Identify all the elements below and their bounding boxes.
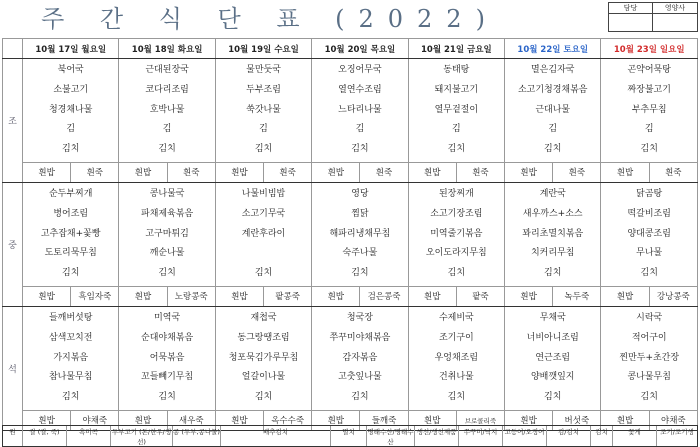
porridge-cell: 들깨죽 <box>360 410 408 430</box>
dish-item: 미역국 <box>154 312 181 323</box>
day-date: 10월 22일 <box>517 44 561 55</box>
dish-item: 꽈리초멸치볶음 <box>522 228 584 239</box>
origin-cell: 쌀 (쌀, 죽) <box>23 426 67 446</box>
dish-item: 떡갈비조림 <box>627 208 671 219</box>
dish-item: 김 <box>548 124 558 135</box>
day-name: 일요일 <box>659 44 685 55</box>
dish-item: 시락국 <box>636 312 663 323</box>
dish-item: 김치 <box>254 268 273 279</box>
dish-item: 김 <box>355 124 365 135</box>
day-dish-cell <box>408 59 504 163</box>
dish-item: 코다리조림 <box>145 84 189 95</box>
dish-item: 돼지불고기 <box>434 84 479 95</box>
meal-sides-row <box>3 286 698 306</box>
dish-item: 도토리묵무침 <box>44 248 97 259</box>
dish-item: 부추무침 <box>631 104 667 115</box>
dish-item: 김 <box>644 124 654 135</box>
dish-item: 연근조림 <box>535 352 571 363</box>
dish-item: 청국장 <box>346 312 373 323</box>
rice-cell: 흰밥 <box>601 162 649 182</box>
dish-item: 가지볶음 <box>53 352 89 363</box>
dish-item: 찐만두+초간장 <box>619 352 680 363</box>
day-name: 토요일 <box>563 44 589 55</box>
porridge-cell: 브로콜리죽 <box>456 410 504 430</box>
dish-item: 북어국 <box>57 65 84 75</box>
dish-item: 너비아니조림 <box>526 332 579 343</box>
dish-item: 재첩국 <box>250 312 277 323</box>
dish-item: 김치 <box>62 268 80 279</box>
dish-item: 김치 <box>351 144 369 155</box>
day-header-wed <box>215 39 311 59</box>
day-dish-cell <box>601 59 698 163</box>
dish-item: 근대된장국 <box>145 65 189 75</box>
dish-item: 김치 <box>640 268 658 279</box>
porridge-cell: 흰죽 <box>649 162 697 182</box>
rice-cell: 흰밥 <box>119 286 167 306</box>
dish-item: 김치 <box>158 268 176 279</box>
meal-label: 석 <box>3 306 23 430</box>
day-dish-cell <box>312 306 408 410</box>
dish-item: 소고기장조림 <box>430 208 483 219</box>
porridge-cell: 흰죽 <box>264 162 312 182</box>
dish-item: 나물비빔밥 <box>241 188 286 199</box>
day-dish-cell <box>23 59 119 163</box>
dish-item: 고추잡채+꽃빵 <box>40 228 101 239</box>
day-header-row <box>3 39 698 59</box>
rice-cell: 흰밥 <box>505 162 553 182</box>
rice-cell: 흰밥 <box>312 286 360 306</box>
day-dish-cell <box>408 306 504 410</box>
rice-cell: 흰밥 <box>23 286 71 306</box>
origin-cell: 고등어/오징어 <box>503 426 547 446</box>
dish-item: 계란국 <box>539 188 566 199</box>
porridge-cell: 검은콩죽 <box>360 286 408 306</box>
dish-item: 우엉채조림 <box>434 352 479 363</box>
day-date: 10월 21일 <box>421 44 465 55</box>
approval-sign-dietitian <box>653 14 697 31</box>
dish-item: 김치 <box>254 392 273 403</box>
approval-box <box>608 2 698 32</box>
rice-cell: 흰밥 <box>119 410 167 430</box>
dish-item: 닭곰탕 <box>636 188 663 199</box>
dish-item: 소고기청경채볶음 <box>517 84 588 95</box>
origin-cell: 생선/생선제품 <box>415 426 459 446</box>
dish-item: 김치 <box>544 144 562 155</box>
porridge-cell: 흰죽 <box>456 162 504 182</box>
origin-cell: 명태수산/명태수산 <box>367 428 414 446</box>
origin-cell: 조기/조기생 <box>660 428 694 436</box>
dish-item: 된장찌개 <box>438 188 474 199</box>
footer-label: 원 <box>3 426 23 446</box>
dish-item: 얼갈이나물 <box>241 372 286 383</box>
origin-cell: 쭈꾸미/낙지 <box>459 426 503 446</box>
dish-item: 조기구이 <box>438 332 474 343</box>
dish-item: 소불고기 <box>53 84 89 95</box>
dish-item: 무나물 <box>636 248 663 259</box>
rice-cell: 흰밥 <box>119 162 167 182</box>
dish-item: 계란후라이 <box>241 228 286 239</box>
approval-label-manager: 담당 <box>609 3 653 14</box>
dish-item: 김치 <box>544 392 562 403</box>
day-dish-cell <box>312 182 408 286</box>
porridge-cell: 녹두죽 <box>553 286 601 306</box>
approval-sign-manager <box>609 14 653 31</box>
dish-item: 청포묵김가루무침 <box>228 352 299 363</box>
day-name: 월요일 <box>81 44 107 55</box>
origin-cell: 김/김치 <box>547 426 591 446</box>
day-name: 수요일 <box>274 44 299 55</box>
origin-cell: 흑미곡 <box>67 426 111 446</box>
dish-item: 김치 <box>158 144 176 155</box>
porridge-cell: 옥수수죽 <box>264 410 312 430</box>
dish-item: 동그랑땡조림 <box>237 332 290 343</box>
day-dish-cell <box>215 306 311 410</box>
rice-cell: 흰밥 <box>312 410 360 430</box>
dish-item: 오이도라지무침 <box>425 248 487 259</box>
dish-item: 참나물무침 <box>48 372 93 383</box>
day-name: 목요일 <box>370 44 396 55</box>
dish-item: 병어조림 <box>53 208 89 219</box>
dish-item: 쑥갓나물 <box>246 104 281 115</box>
porridge-cell: 흰죽 <box>360 162 408 182</box>
day-date: 10월 19일 <box>228 44 272 55</box>
dish-item: 꼬들빼기무침 <box>141 372 194 383</box>
dish-item: 삼색꼬치전 <box>48 332 93 343</box>
menu-body <box>3 59 698 431</box>
dish-item: 김치 <box>158 392 176 403</box>
rice-cell: 흰밥 <box>601 410 649 430</box>
day-dish-cell <box>119 306 215 410</box>
dish-item: 고구마튀김 <box>145 228 189 239</box>
meal-dishes-row <box>3 306 698 410</box>
dish-item: 고춧잎나물 <box>338 372 382 383</box>
dish-item: 짜장불고기 <box>627 84 671 95</box>
day-header-fri <box>408 39 504 59</box>
day-dish-cell <box>601 306 698 410</box>
dish-item: 미역줄기볶음 <box>430 228 483 239</box>
dish-item: 김치 <box>447 268 466 279</box>
porridge-cell: 야채죽 <box>71 410 119 430</box>
dish-item: 깨순나물 <box>149 248 185 259</box>
day-dish-cell <box>505 59 601 163</box>
dish-item: 멸은김자국 <box>530 65 575 75</box>
day-header-sun <box>601 39 698 59</box>
day-dish-cell <box>312 59 408 163</box>
day-dish-cell <box>408 182 504 286</box>
origin-cell: 꽃게 <box>613 426 657 446</box>
day-dish-cell <box>23 306 119 410</box>
dish-item: 김치 <box>351 268 369 279</box>
origin-cell: 콩 (두부,콩나물) <box>173 426 221 446</box>
rice-cell: 흰밥 <box>23 162 71 182</box>
dish-item: 순두부찌개 <box>48 188 93 199</box>
dish-item: 김치 <box>447 144 466 155</box>
day-date: 10월 20일 <box>324 44 368 55</box>
dish-item: 김치 <box>351 392 369 403</box>
porridge-cell: 노랑콩죽 <box>167 286 215 306</box>
origin-cell: 배추김치 <box>221 426 331 446</box>
dish-item: 열무겉절이 <box>434 104 479 115</box>
dish-item: 감자볶음 <box>342 352 378 363</box>
rice-cell: 흰밥 <box>215 286 263 306</box>
dish-item: 어묵볶음 <box>149 352 185 363</box>
day-name: 화요일 <box>177 44 203 55</box>
day-dish-cell <box>601 182 698 286</box>
dish-item: 김치 <box>254 144 273 155</box>
rice-cell: 흰밥 <box>408 410 456 430</box>
dish-item: 콩나물무침 <box>627 372 671 383</box>
dish-item: 찜닭 <box>351 208 369 219</box>
day-dish-cell <box>215 182 311 286</box>
dish-item: 파채제육볶음 <box>141 208 194 219</box>
day-date: 10월 18일 <box>131 44 175 55</box>
approval-label-dietitian: 영양사 <box>653 3 697 14</box>
dish-item: 곤약어묵탕 <box>627 65 671 75</box>
dish-item: 양배깻잎지 <box>530 372 575 383</box>
meal-dishes-row <box>3 182 698 286</box>
porridge-cell: 새우죽 <box>167 410 215 430</box>
origin-cell: 멸치 <box>331 426 367 446</box>
weekly-menu-table <box>2 38 698 431</box>
day-dish-cell <box>215 59 311 163</box>
dish-item: 영당 <box>351 188 369 199</box>
dish-item: 순대야채볶음 <box>141 332 194 343</box>
dish-item <box>216 244 311 264</box>
rice-cell: 흰밥 <box>312 162 360 182</box>
dish-item: 김치 <box>640 144 658 155</box>
dish-item: 콩나물국 <box>149 188 185 199</box>
origin-cell: 김치 <box>591 426 613 446</box>
dish-item: 김치 <box>640 392 658 403</box>
day-header-sat <box>505 39 601 59</box>
porridge-cell: 강낭콩죽 <box>649 286 697 306</box>
rice-cell: 흰밥 <box>505 410 553 430</box>
dish-item: 김치 <box>544 268 562 279</box>
day-header-thu <box>312 39 408 59</box>
origin-footer <box>2 425 698 447</box>
meal-dishes-row <box>3 59 698 163</box>
day-dish-cell <box>505 182 601 286</box>
dish-item: 적어구이 <box>631 332 667 343</box>
meal-label: 조 <box>3 59 23 183</box>
dish-item: 두부조림 <box>246 84 281 95</box>
page-title: 주 간 식 단 표 (2022) <box>41 5 499 33</box>
dish-item: 무채국 <box>539 312 566 323</box>
dish-item: 수제비국 <box>438 312 474 323</box>
dish-item: 느타리나물 <box>338 104 382 115</box>
porridge-cell: 흰죽 <box>553 162 601 182</box>
dish-item: 숙주나물 <box>342 248 378 259</box>
porridge-cell: 야채죽 <box>649 410 697 430</box>
porridge-cell: 흰죽 <box>71 162 119 182</box>
dish-item: 청경채나물 <box>48 104 93 115</box>
dish-item: 김치 <box>447 392 466 403</box>
day-name: 금요일 <box>467 44 492 55</box>
meal-sides-row <box>3 162 698 182</box>
dish-item: 치커리무침 <box>530 248 575 259</box>
rice-cell: 흰밥 <box>408 286 456 306</box>
dish-item: 근대나물 <box>535 104 571 115</box>
porridge-cell: 흰죽 <box>167 162 215 182</box>
rice-cell: 흰밥 <box>23 410 71 430</box>
corner-cell <box>3 39 23 59</box>
rice-cell: 흰밥 <box>505 286 553 306</box>
rice-cell: 흰밥 <box>215 410 263 430</box>
day-dish-cell <box>23 182 119 286</box>
dish-item: 열연수조림 <box>338 84 382 95</box>
day-header-tue <box>119 39 215 59</box>
dish-item: 물만둣국 <box>246 65 281 75</box>
dish-item: 김 <box>162 124 172 135</box>
dish-item: 호박나물 <box>149 104 185 115</box>
dish-item: 김 <box>451 124 461 135</box>
meal-label: 중 <box>3 182 23 306</box>
dish-item: 쭈꾸미야채볶음 <box>329 332 391 343</box>
origin-cell: 두부고기 (돈/한우/생선) <box>111 428 172 446</box>
dish-item: 건취나물 <box>438 372 474 383</box>
dish-item: 양대콩조림 <box>627 228 671 239</box>
day-dish-cell <box>505 306 601 410</box>
rice-cell: 흰밥 <box>215 162 263 182</box>
dish-item: 새우까스+소스 <box>522 208 583 219</box>
dish-item: 김 <box>66 124 76 135</box>
day-dish-cell <box>119 182 215 286</box>
dish-item: 김치 <box>62 392 80 403</box>
dish-item: 동태탕 <box>443 65 470 75</box>
porridge-cell: 팥죽 <box>456 286 504 306</box>
day-header-mon <box>23 39 119 59</box>
dish-item: 오징어무국 <box>338 65 382 75</box>
rice-cell: 흰밥 <box>601 286 649 306</box>
dish-item: 들깨버섯탕 <box>48 312 93 323</box>
rice-cell: 흰밥 <box>408 162 456 182</box>
dish-item: 김 <box>259 124 268 135</box>
day-date: 10월 17일 <box>35 44 79 55</box>
day-date: 10월 23일 <box>613 44 657 55</box>
day-dish-cell <box>119 59 215 163</box>
porridge-cell: 흑임자죽 <box>71 286 119 306</box>
porridge-cell: 버섯죽 <box>553 410 601 430</box>
dish-item: 김치 <box>62 144 80 155</box>
dish-item: 해파리냉채무침 <box>329 228 391 239</box>
dish-item: 소고기무국 <box>241 208 286 219</box>
porridge-cell: 팥콩죽 <box>264 286 312 306</box>
